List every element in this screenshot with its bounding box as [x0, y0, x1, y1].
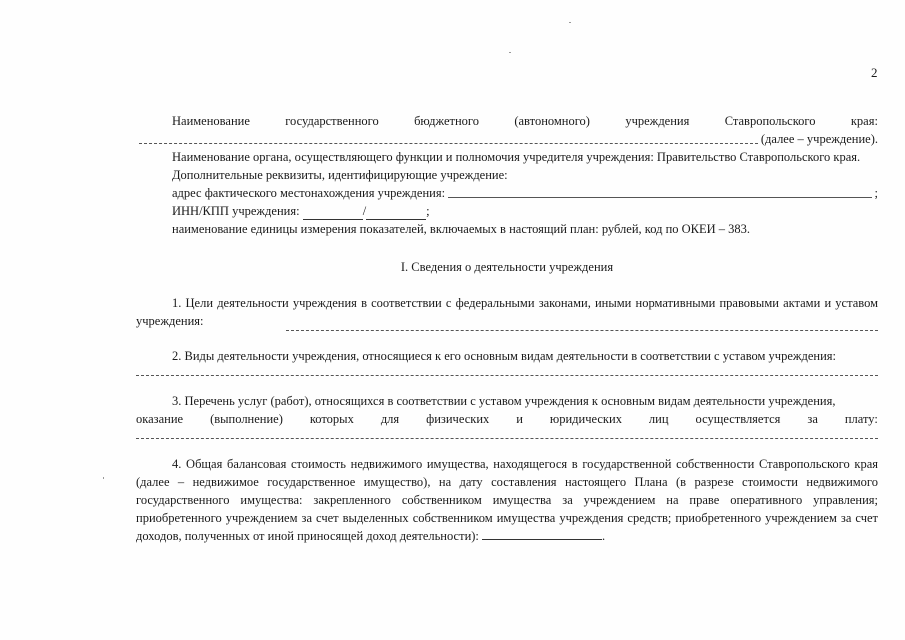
- item-3-word: для: [380, 412, 400, 426]
- item-4-end: .: [602, 529, 606, 543]
- page-number: 2: [871, 65, 878, 80]
- address-blank[interactable]: [448, 196, 871, 198]
- inn-kpp-label: ИНН/КПП учреждения:: [172, 204, 300, 218]
- item-4-label: 4. Общая балансовая стоимость недвижимого имущества, находящегося в государственной собственности Ставропольского края (далее – недвижимое государственное имущество), на дату составления настоящего Плана (в разрезе стоимости недвижимого государственного имущества: закрепленного собственником имущества за учреждением на праве оперативного управления; приобретенного учреждением за счет выделенных собственником имущества учреждения средств; приобретенного учреждением за счет доходов, полученных от иной приносящей доход деятельности):: [136, 457, 878, 543]
- item-2-text: 2. Виды деятельности учреждения, относящиеся к его основным видам деятельности в соответствии с уставом учреждения:: [172, 349, 837, 363]
- item-3-justified-line: [136, 410, 878, 428]
- item-3-word: и: [516, 412, 523, 426]
- item-3-blank[interactable]: [136, 428, 878, 439]
- item-3-word: которых: [309, 412, 354, 426]
- address-label: адрес фактического местонахождения учреждения:: [172, 186, 446, 200]
- item-2-blank[interactable]: [136, 365, 878, 376]
- founder-line: Наименование органа, осуществляющего функции и полномочия учредителя учреждения: Правительство Ставропольского края.: [172, 150, 861, 164]
- institution-name-line: [136, 112, 878, 130]
- inn-kpp-end: ;: [426, 204, 430, 218]
- address-end: ;: [874, 186, 878, 200]
- item-3-word: юридических: [549, 412, 622, 426]
- institution-word: (автономного): [514, 114, 590, 128]
- inn-kpp-separator: /: [362, 204, 367, 218]
- institution-name-fill-line: [136, 130, 878, 148]
- item-4-text: [136, 455, 878, 545]
- institution-word: учреждения: [625, 114, 690, 128]
- section-title: I. Сведения о деятельности учреждения: [400, 260, 614, 274]
- institution-word: края:: [850, 114, 878, 128]
- item-3-text-first: 3. Перечень услуг (работ), относящихся в соответствии с уставом учреждения к основным видам деятельности учреждения,: [172, 394, 836, 408]
- institution-word: Наименование: [172, 114, 250, 128]
- institution-word: Ставропольского: [724, 114, 816, 128]
- item-3-word: лиц: [648, 412, 669, 426]
- document-body: [136, 112, 878, 545]
- item-1-blank[interactable]: [286, 320, 878, 331]
- unit-line: наименование единицы измерения показателей, включаемых в настоящий план: рублей, код по ОКЕИ – 383.: [172, 222, 751, 236]
- scan-speck: [509, 52, 511, 53]
- item-3-word: плату:: [844, 412, 878, 426]
- item-1-label: 1. Цели деятельности учреждения в соответствии с федеральными законами, иными нормативными правовыми актами и уставом учреждения:: [136, 296, 878, 328]
- address-line: [136, 184, 878, 202]
- item-3-word: оказание: [136, 412, 184, 426]
- institution-tail: (далее – учреждение).: [760, 132, 878, 146]
- item-3-word: за: [807, 412, 818, 426]
- inn-kpp-line: [136, 202, 878, 220]
- institution-name-blank[interactable]: [139, 142, 758, 144]
- scan-speck: [103, 477, 104, 479]
- item-3-word: (выполнение): [210, 412, 283, 426]
- item-4-blank[interactable]: [482, 539, 602, 540]
- item-3-word: физических: [426, 412, 490, 426]
- extra-requisites-heading: Дополнительные реквизиты, идентифицирующие учреждение:: [172, 168, 508, 182]
- scan-speck: [569, 22, 571, 23]
- institution-word: бюджетного: [414, 114, 479, 128]
- institution-word: государственного: [285, 114, 379, 128]
- item-3-word: осуществляется: [695, 412, 781, 426]
